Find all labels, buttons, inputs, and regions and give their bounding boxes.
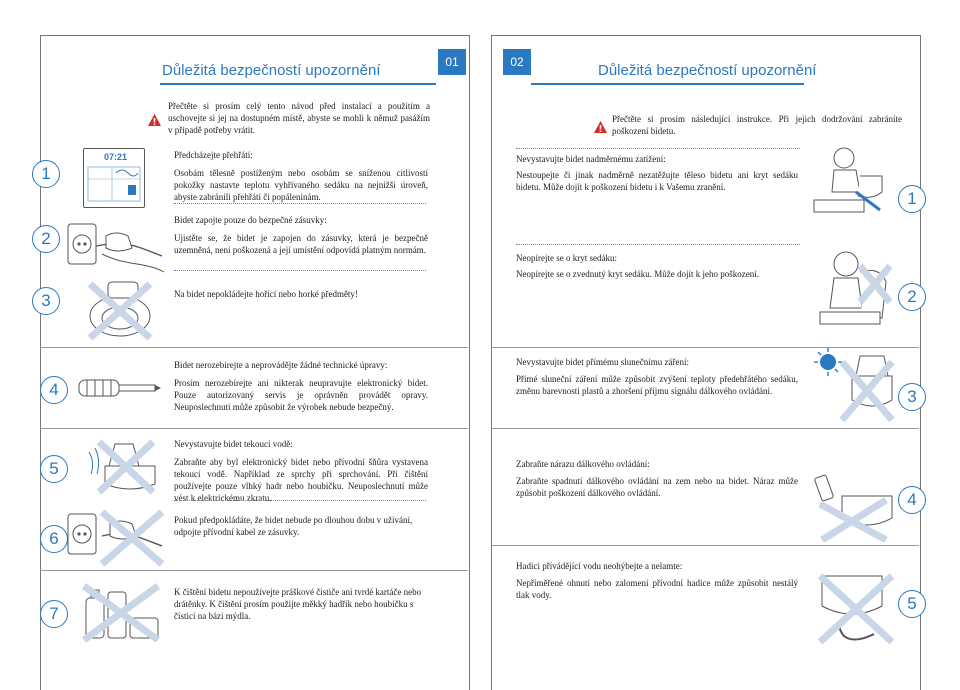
section-divider <box>40 570 468 571</box>
left-item-1: Předcházejte přehřátí: Osobám tělesně postiženým nebo osobám se sníženou citlivostí pokožky nastavte teplotu vyhřívaného sedáku na nejnižší úroveň, abyste zabránili přehřátí či popáleninám. <box>174 150 428 202</box>
left-item-4: Bidet nerozebírejte a neprovádějte žádné technické úpravy: Prosím nerozebírejte ani nikterak neupravujte elektronický bidet. Pouze autorizovaný servis je oprávněn provádět opravy. Neuposlechnutí může způsobit že výrobek nebude bezpečný. <box>174 360 428 412</box>
right-intro: Přečtěte si prosím následující instrukce. Při jejich dodržování zabráníte poškození bidetu. <box>612 114 902 136</box>
left-item-6: Pokud předpokládáte, že bidet nebude po dlouhou dobu v užívání, odpojte přívodní kabel ze zásuvky. <box>174 515 413 537</box>
right-item-3: Nevystavujte bidet přímému slunečnímu záření: Přímé sluneční záření může způsobit zvýšení teploty předehřátého sedáku, změnu barevnosti plastů a zhoršení příjmu signálu dálkového ovládání. <box>516 357 798 396</box>
warning-icon <box>593 120 608 134</box>
item-number-badge: 3 <box>898 383 926 411</box>
left-item-3: Na bidet nepokládejte hořící nebo horké předměty! <box>174 289 358 299</box>
bent-hose-icon <box>812 566 900 646</box>
right-item-1: Nevystavujte bidet nadměrnému zatížení: Nestoupejte či jinak nadměrně nezatěžujte těleso bidetu ani kryt sedáku bidetu. Může dojít k poškození bidetu i k Vašemu zranění. <box>516 154 798 192</box>
screwdriver-icon <box>75 368 163 408</box>
divider <box>174 270 426 271</box>
left-intro: Přečtěte si prosím celý tento návod před instalací a použitím a uschovejte si jej na dostupném místě, abyste se mohli k němuž pasážím v případě potřeby vrátit. <box>168 101 430 135</box>
unplug-outlet-icon <box>66 506 166 566</box>
item-number-badge: 5 <box>40 455 68 483</box>
divider <box>516 148 800 149</box>
display-panel-icon <box>84 149 144 207</box>
section-divider <box>491 545 919 546</box>
section-divider <box>40 428 468 429</box>
section-divider <box>40 347 468 348</box>
left-page-number: 01 <box>438 49 466 75</box>
left-item-2: Bidet zapojte pouze do bezpečné zásuvky: Ujistěte se, že bidet je zapojen do zásuvky, která je bezpečně uzemněná, není poškozená a její umístění odpovídá platným normám. <box>174 215 428 255</box>
display-time: 07:21 <box>104 152 128 162</box>
warning-icon <box>147 113 162 127</box>
remote-falling-icon <box>812 470 900 542</box>
right-item-4: Zabraňte nárazu dálkového ovládání: Zabraňte spadnutí dálkového ovládání na zem nebo na bidet. Náraz může způsobit poškození dálkového ovládání. <box>516 459 798 498</box>
item-number-badge: 3 <box>32 287 60 315</box>
item-number-badge: 6 <box>40 525 68 553</box>
left-page-title: Důležitá bezpečností upozornění <box>162 62 381 79</box>
left-item-7: K čištění bidetu nepoužívejte práškové čističe ani tvrdé kartáče nebo drátěnky. K čištění prosím použijte měkký hadřík nebo houbičku s čisticí na bázi mýdla. <box>174 587 422 621</box>
item-number-badge: 4 <box>40 376 68 404</box>
item-number-badge: 1 <box>32 160 60 188</box>
toilet-seat-heat-icon <box>80 276 160 342</box>
right-page-title: Důležitá bezpečností upozornění <box>598 62 817 79</box>
shower-water-icon <box>85 438 165 496</box>
child-leaning-on-seat-cover-icon <box>800 242 892 338</box>
plug-outlet-icon <box>66 216 166 276</box>
right-item-2: Neopírejte se o kryt sedáku: Neopírejte se o zvednutý kryt sedáku. Může dojít k jeho poškození. <box>516 253 759 279</box>
sun-on-toilet-icon <box>812 346 898 426</box>
divider <box>174 203 426 204</box>
cleaning-products-icon <box>80 582 162 642</box>
left-header-rule <box>160 83 436 85</box>
remote-display-illustration <box>83 148 145 208</box>
item-number-badge: 7 <box>40 600 68 628</box>
divider <box>516 244 800 245</box>
item-number-badge: 2 <box>32 225 60 253</box>
item-number-badge: 1 <box>898 185 926 213</box>
right-header-rule <box>531 83 804 85</box>
item-number-badge: 5 <box>898 590 926 618</box>
divider <box>174 500 426 501</box>
section-divider <box>491 428 919 429</box>
right-page-number: 02 <box>503 49 531 75</box>
right-item-5: Hadici přívádějící vodu neohýbejte a nelamte: Nepřiměřené ohnutí nebo zalomení přívodní hadice může způsobit nestálý tlak vody. <box>516 561 798 600</box>
item-number-badge: 2 <box>898 283 926 311</box>
item-number-badge: 4 <box>898 486 926 514</box>
child-standing-on-toilet-icon <box>804 140 892 222</box>
left-item-5: Nevystavujte bidet tekoucí vodě: Zabraňte aby byl elektronický bidet nebo přívodní šňůra vystavena tekoucí vodě. Například ze sprchy při sprchování. Při čištění používejte pouze vlhký hadr nebo houbičku. Neuposlechnutí může vést k elektrickému zkratu. <box>174 439 428 503</box>
